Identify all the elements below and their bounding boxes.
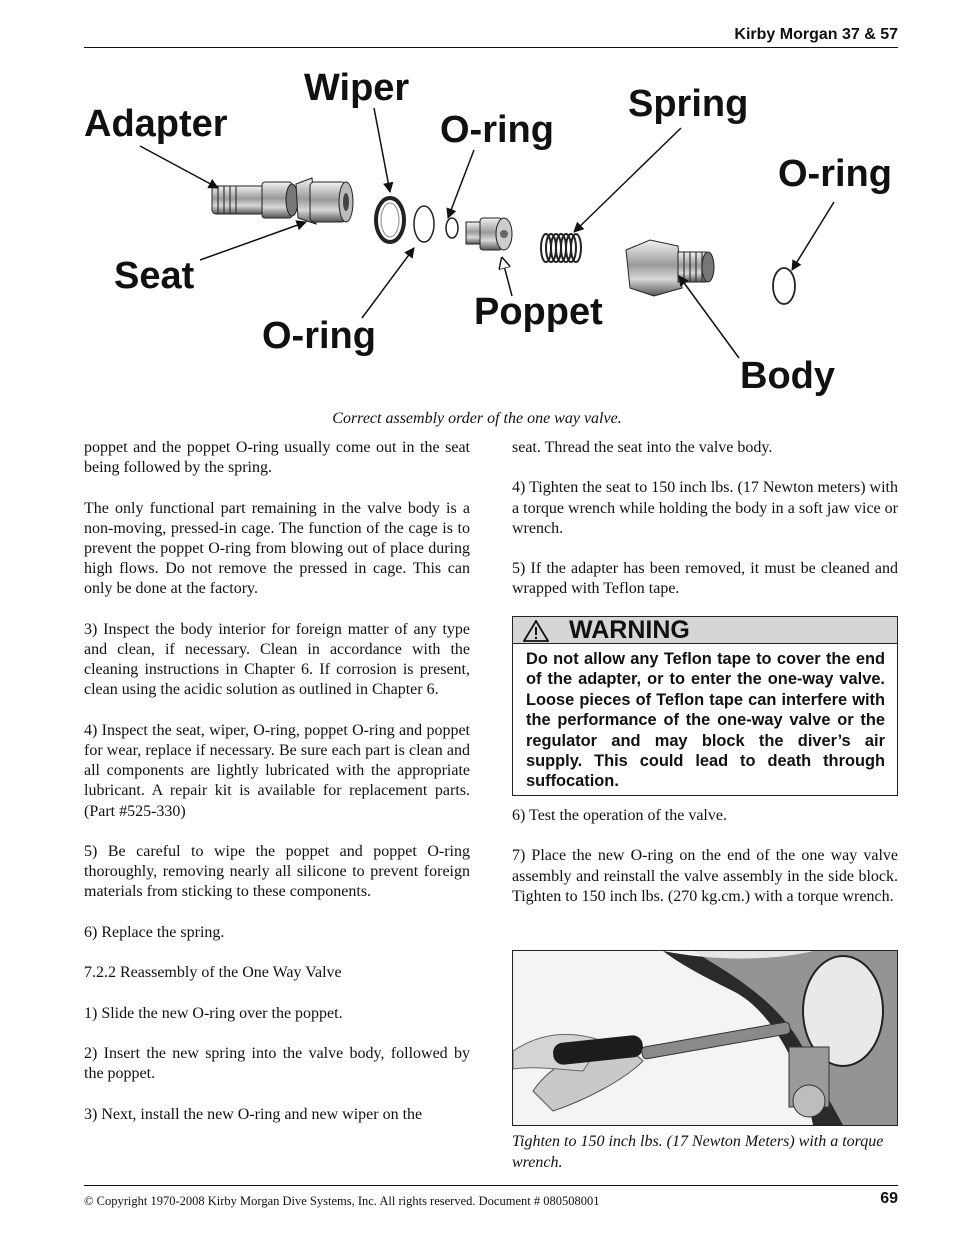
label-spring: Spring <box>628 83 749 125</box>
section-heading: 7.2.2 Reassembly of the One Way Valve <box>84 964 342 982</box>
wiper-part <box>376 198 404 242</box>
oring-part-1 <box>414 206 434 242</box>
paragraph: 5) Be careful to wipe the poppet and poppet O-ring thoroughly, removing nearly all silicone to prevent foreign materials from sticking to these components. <box>84 843 470 901</box>
left-column <box>84 438 470 1145</box>
spring-part <box>541 234 581 262</box>
adapter-part <box>212 182 298 218</box>
paragraph: The only functional part remaining in the valve body is a non-moving, pressed-in cage. The function of the cage is to prevent the poppet O-ring from blowing out of place during high flows. Do not remove the pressed in cage. This can only be done at the factory. <box>84 499 470 598</box>
seat-part <box>296 178 353 224</box>
footer-rule <box>84 1185 898 1186</box>
paragraph: 4) Tighten the seat to 150 inch lbs. (17 Newton meters) with a torque wrench while holding the body in a soft jaw vice or wrench. <box>512 479 898 537</box>
paragraph: 2) Insert the new spring into the valve body, followed by the poppet. <box>84 1044 470 1083</box>
paragraph: 1) Slide the new O-ring over the poppet. <box>84 1004 343 1022</box>
warning-title: WARNING <box>569 616 690 644</box>
paragraph: 3) Inspect the body interior for foreign matter of any type and clean, if necessary. Clean in accordance with the cleaning instructions in Chapter 6. If corrosion is present, clean using the acidic solution as outlined in Chapter 6. <box>84 620 470 699</box>
paragraph: 6) Test the operation of the valve. <box>512 807 727 824</box>
oring-part-3 <box>773 268 795 304</box>
paragraph: 6) Replace the spring. <box>84 923 225 941</box>
label-oring-bottom: O-ring <box>262 315 376 357</box>
paragraph: 3) Next, install the new O-ring and new wiper on the <box>84 1105 423 1123</box>
paragraph: poppet and the poppet O-ring usually come out in the seat being followed by the spring. <box>84 439 470 477</box>
warning-header <box>513 617 897 644</box>
label-poppet: Poppet <box>474 291 603 333</box>
photo-illustration <box>513 951 897 1125</box>
label-wiper: Wiper <box>304 67 410 109</box>
paragraph: seat. Thread the seat into the valve body. <box>512 439 773 456</box>
warning-text: Do not allow any Teflon tape to cover the end of the adapter, or to enter the one-way valve. Loose pieces of Teflon tape can interfere with the performance of the one-way valve or the regulator and may block the diver’s air supply. This could lead to death through suffocation. <box>526 650 885 791</box>
paragraph: 7) Place the new O-ring on the end of the one way valve assembly and reinstall the valve assembly in the side block. Tighten to 150 inch lbs. (270 kg.cm.) with a torque wrench. <box>512 847 898 905</box>
photo-caption: Tighten to 150 inch lbs. (17 Newton Meters) with a torque wrench. <box>512 1133 884 1171</box>
oring-part-2 <box>446 218 458 238</box>
label-oring-right: O-ring <box>778 153 892 195</box>
valve-exploded-diagram <box>84 52 898 407</box>
body-part <box>626 240 714 296</box>
header-rule <box>84 47 898 48</box>
page-number: 69 <box>880 1190 898 1207</box>
poppet-part <box>466 218 512 250</box>
paragraph: 5) If the adapter has been removed, it must be cleaned and wrapped with Teflon tape. <box>512 560 898 598</box>
warning-box <box>512 616 898 796</box>
running-header: Kirby Morgan 37 & 57 <box>734 26 898 43</box>
label-seat: Seat <box>114 255 195 297</box>
label-adapter: Adapter <box>84 103 228 145</box>
torque-wrench-photo <box>512 950 898 1126</box>
label-body: Body <box>740 355 835 397</box>
paragraph: 4) Inspect the seat, wiper, O-ring, poppet O-ring and poppet for wear, replace if necessary. Be sure each part is clean and all components are lightly lubricated with the appropriate lubricant. A repair kit is available for replacement parts. (Part #525-330) <box>84 721 470 820</box>
warning-triangle-icon <box>523 620 549 642</box>
diagram-caption: Correct assembly order of the one way valve. <box>332 410 622 427</box>
label-oring-top: O-ring <box>440 109 554 151</box>
footer-copyright: © Copyright 1970-2008 Kirby Morgan Dive Systems, Inc. All rights reserved. Document # 080508001 <box>84 1194 600 1208</box>
right-column-continued <box>512 806 898 927</box>
right-column <box>512 438 898 620</box>
